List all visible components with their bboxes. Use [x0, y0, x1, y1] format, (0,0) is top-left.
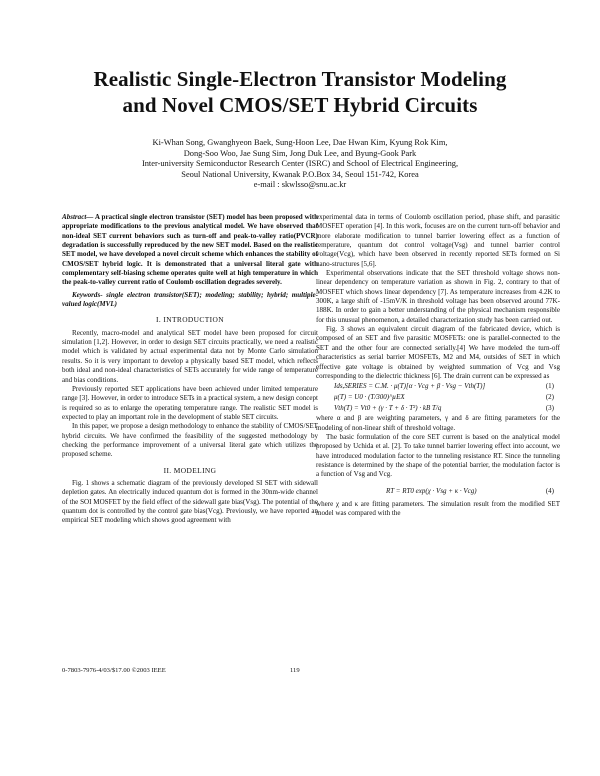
- intro-paragraph-2: Previously reported SET applications have been achieved under limited temperature range [3]. However, in order to introduce SETs in a practical system, a new design concept is required so as to enlarge the operating temperature range. The realistic SET model is expected to play an important role in the development of stable SET circuits.: [62, 384, 318, 421]
- title-line-1: Realistic Single-Electron Transistor Modeling: [93, 67, 507, 91]
- equation-4-number: (4): [545, 486, 554, 495]
- authors-line-2: Dong-Soo Woo, Jae Sung Sim, Jong Duk Lee, and Byung-Gook Park: [183, 148, 417, 158]
- title-line-2: and Novel CMOS/SET Hybrid Circuits: [122, 93, 478, 117]
- equation-3-number: (3): [545, 404, 554, 413]
- left-column: [62, 213, 318, 526]
- author-email: e-mail : skwlsso@snu.ac.kr: [253, 180, 347, 190]
- equation-2: [316, 392, 560, 403]
- copyright-notice: 0-7803-7976-4/03/$17.00 ©2003 IEEE: [62, 667, 166, 674]
- equation-1: [316, 381, 560, 392]
- right-column: [316, 213, 560, 518]
- equation-3: [316, 403, 560, 414]
- equation-2-number: (2): [545, 393, 554, 402]
- right-paragraph-3: Fig. 3 shows an equivalent circuit diagram of the fabricated device, which is composed of an SET and five parasitic MOSFETs: one is parallel-connected to the SET and the other four are connected serially.[4] We have modeled the turn-off characteristics as serial barrier MOSFETs, M2 and M4, outsides of SET in which effective gate voltage is obtained by weighted summation of Vcg and Vsg corresponding to the dielectric thickness [6]. The drain current can be expressed as: [316, 325, 560, 380]
- equation-4-body: RT = RT0 exp(χ · Vsg + κ · Vcg): [386, 486, 477, 495]
- right-paragraph-2: Experimental observations indicate that the SET threshold voltage shows non-linear dependency on temperature variation as shown in Fig. 2, contrary to that of MOSFET which shows linear dependency [7]. As temperature increases from 4.2K to 300K, a large shift of -15mV/K in threshold voltage has been observed around 77K-188K. In order to gain a better understanding of the physical mechanism responsible for this unusual phenomenon, a detailed characterization study has been carried out.: [316, 269, 560, 324]
- abstract-text: A practical single electron transistor (SET) model has been proposed with appropriate modifications to the previous analytical model. We have observed that non-ideal SET current behaviors such as turn-off and peak-to-valley ratio(PVCR) degradation is successfully reproduced by the new SET model. Based on the realistic SET model, we have developed a novel circuit scheme which enhances the stability of CMOS/SET hybrid logic. It is demonstrated that a universal literal gate with complementary self-biasing scheme operates quite well at high temperature in which the peak-to-valley current ratio of Coulomb oscillation degrades severely.: [62, 213, 318, 287]
- equation-4: [316, 484, 560, 500]
- affiliation-line-1: Inter-university Semiconductor Research Center (ISRC) and School of Electrical Engineering,: [141, 159, 459, 169]
- right-paragraph-6: where χ and κ are fitting parameters. The simulation result from the modified SET model was compared with the: [316, 499, 560, 517]
- authors-line-1: Ki-Whan Song, Gwanghyeon Baek, Sung-Hoon Lee, Dae Hwan Kim, Kyung Rok Kim,: [152, 138, 448, 147]
- right-paragraph-1: experimental data in terms of Coulomb oscillation period, phase shift, and parasitic MOSFET operation [4]. In this work, focuses are on the current turn-off behavior and more elaborate modification to tunnel barrier lowering effect as a function of temperature, quantum dot control voltage(Vsg) and tunnel barrier control voltage(Vcg), which have been observed in recently reported SETs formed on Si nano-structures [5,6].: [316, 213, 560, 268]
- intro-paragraph-3: In this paper, we propose a design methodology to enhance the stability of CMOS/SET hybrid circuits. We have confirmed the feasibility of the suggested methodology by checking the performance improvement of a universal literal gate which utilizes the proposed scheme.: [62, 422, 318, 459]
- section-heading-modeling: II. MODELING: [163, 465, 217, 475]
- author-block: [60, 138, 540, 191]
- page-number: 119: [290, 667, 300, 674]
- keywords: Keywords- single electron transistor(SET); modeling; stability; hybrid; multiple-valued logic(MVL): [62, 290, 318, 309]
- equation-2-body: μ(T) = U0 · (T/300)^µEX: [334, 393, 405, 402]
- right-paragraph-5: The basic formulation of the core SET current is based on the analytical model proposed by Uchida et al. [2]. To take tunnel barrier lowering effect into account, we have introduced modulation factor to the tunneling resistance RT. Since the tunneling resistance is determined by the shape of the potential barrier, the modulation factor is a function of Vsg and Vcg.: [316, 432, 560, 479]
- modeling-paragraph-1: Fig. 1 shows a schematic diagram of the previously developed SI SET with sidewall depletion gates. An electrically induced quantum dot is formed in the 30nm-wide channel of the SOI MOSFET by the field effect of the sidewall gate bias(Vsg). The potential of the quantum dot is controlled by the control gate bias(Vcg). Previously, we have reported an empirical SET modeling which shows good agreement with: [62, 478, 318, 525]
- section-heading-introduction: I. INTRODUCTION: [156, 315, 224, 325]
- equation-1-body: Ids,SERIES = C.M. · μ(T)[α · Vcg + β · Vsg − Vth(T)]: [334, 382, 486, 391]
- paper-title: [40, 66, 560, 118]
- abstract-label: Abstract—: [62, 213, 94, 221]
- abstract: [62, 213, 318, 288]
- equation-1-number: (1): [545, 382, 554, 391]
- right-paragraph-4: where α and β are weighting parameters, γ and δ are fitting parameters for the modeling of non-linear shift of threshold voltage.: [316, 414, 560, 432]
- intro-paragraph-1: Recently, macro-model and analytical SET model have been proposed for circuit simulation [1,2]. However, in order to design SET circuits practically, we need a realistic model which is validated by actual experimental data not by Monte Carlo simulation results. So it is very important to develop a physically based SET model, which reflects both ideal and non-ideal characteristics of SETs accurately for wide range of temperature and bias conditions.: [62, 328, 318, 384]
- equation-3-body: Vth(T) = Vt0 + (γ · T + δ · T²) · kB T/q: [334, 404, 442, 413]
- affiliation-line-2: Seoul National University, Kwanak P.O.Box 34, Seoul 151-742, Korea: [181, 169, 419, 179]
